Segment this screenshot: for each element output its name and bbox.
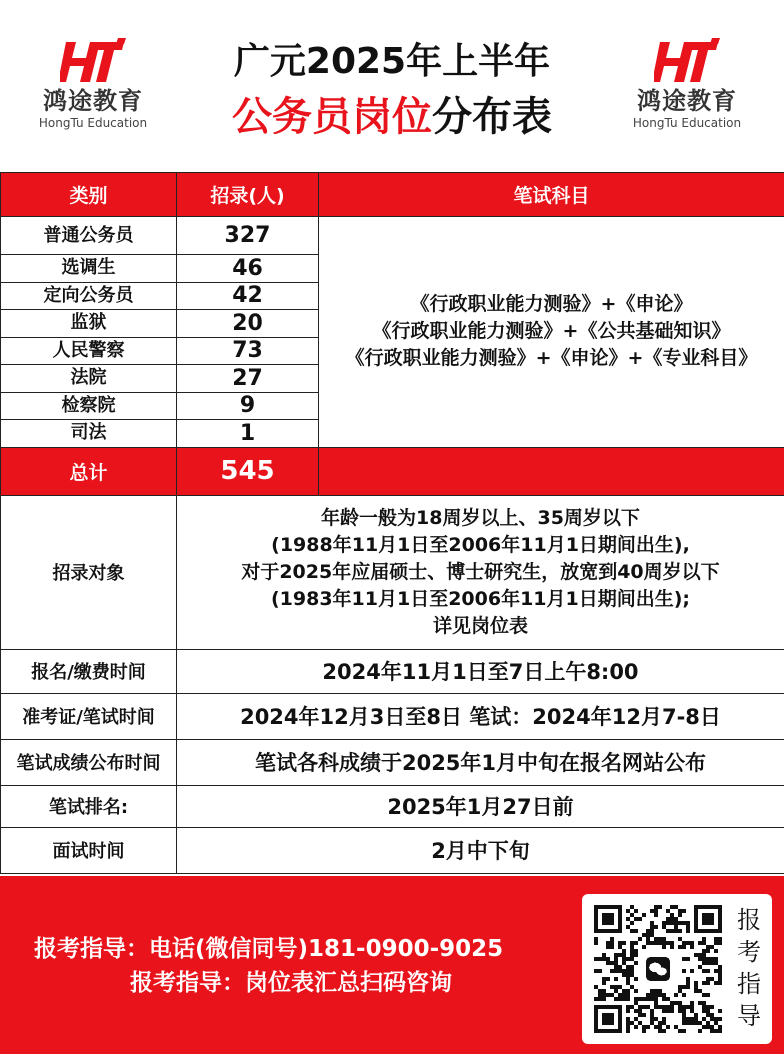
header-subjects: 笔试科目 bbox=[319, 173, 784, 217]
total-row bbox=[1, 447, 784, 495]
info-row-exam-time bbox=[1, 693, 784, 739]
target-line: (1988年11月1日至2006年11月1日期间出生), bbox=[271, 533, 690, 556]
logo-right-cn: 鸿途教育 bbox=[637, 87, 737, 115]
page-title-line2 bbox=[190, 92, 594, 142]
info-value: 2025年1月27日前 bbox=[177, 785, 784, 827]
target-line: 年龄一般为18周岁以上、35周岁以下 bbox=[321, 506, 640, 529]
info-value: 笔试各科成绩于2025年1月中旬在报名网站公布 bbox=[177, 739, 784, 785]
logo-right-en: HongTu Education bbox=[632, 116, 742, 130]
category-count: 27 bbox=[177, 365, 319, 393]
footer-banner bbox=[0, 876, 784, 1054]
logo-left bbox=[18, 38, 168, 130]
category-name: 选调生 bbox=[1, 255, 177, 283]
info-row-ranking bbox=[1, 785, 784, 827]
exam-subjects bbox=[319, 217, 784, 448]
table-row bbox=[1, 217, 784, 255]
qr-card bbox=[582, 894, 772, 1044]
target-row bbox=[1, 495, 784, 649]
category-name: 普通公务员 bbox=[1, 217, 177, 255]
category-name: 监狱 bbox=[1, 310, 177, 338]
target-description bbox=[177, 495, 784, 649]
category-count: 1 bbox=[177, 420, 319, 448]
category-count: 73 bbox=[177, 337, 319, 365]
qr-code-icon[interactable] bbox=[590, 901, 726, 1037]
category-name: 检察院 bbox=[1, 392, 177, 420]
category-count: 42 bbox=[177, 282, 319, 310]
qr-caption-char: 导 bbox=[737, 1002, 761, 1030]
category-count: 327 bbox=[177, 217, 319, 255]
title-red-part: 公务员岗位 bbox=[232, 94, 432, 140]
logo-left-en: HongTu Education bbox=[38, 116, 148, 130]
info-label: 笔试排名: bbox=[1, 785, 177, 827]
subject-line: 《行政职业能力测验》+《申论》 bbox=[410, 293, 693, 316]
info-label: 报名/缴费时间 bbox=[1, 649, 177, 693]
info-row-score-release bbox=[1, 739, 784, 785]
info-value: 2024年11月1日至7日上午8:00 bbox=[177, 649, 784, 693]
position-distribution-table bbox=[0, 172, 784, 874]
target-line: (1983年11月1日至2006年11月1日期间出生); bbox=[270, 587, 691, 610]
page-header bbox=[0, 0, 784, 172]
page-title-line1: 广元2025年上半年 bbox=[233, 41, 551, 82]
guide-scan: 报考指导：岗位表汇总扫码咨询 bbox=[130, 970, 452, 996]
title-black-part: 分布表 bbox=[432, 94, 552, 140]
subject-line: 《行政职业能力测验》+《申论》+《专业科目》 bbox=[345, 347, 758, 370]
hongtu-logo-icon bbox=[60, 38, 126, 84]
header-count: 招录(人) bbox=[177, 173, 319, 217]
category-count: 46 bbox=[177, 255, 319, 283]
category-name: 司法 bbox=[1, 420, 177, 448]
category-count: 20 bbox=[177, 310, 319, 338]
qr-caption bbox=[732, 904, 766, 1032]
header-category: 类别 bbox=[1, 173, 177, 217]
qr-caption-char: 报 bbox=[737, 906, 761, 934]
info-row-interview bbox=[1, 827, 784, 873]
target-line: 详见岗位表 bbox=[432, 614, 528, 637]
info-value: 2024年12月3日至8日 笔试：2024年12月7-8日 bbox=[177, 693, 784, 739]
qr-caption-char: 指 bbox=[737, 970, 761, 998]
info-value: 2月中下旬 bbox=[177, 827, 784, 873]
category-count: 9 bbox=[177, 392, 319, 420]
logo-right bbox=[612, 38, 762, 130]
info-label: 笔试成绩公布时间 bbox=[1, 739, 177, 785]
qr-caption-char: 考 bbox=[737, 938, 761, 966]
total-value: 545 bbox=[177, 447, 319, 495]
subject-line: 《行政职业能力测验》+《公共基础知识》 bbox=[372, 320, 731, 343]
logo-left-cn: 鸿途教育 bbox=[43, 87, 143, 115]
table-header-row bbox=[1, 173, 784, 217]
info-label: 面试时间 bbox=[1, 827, 177, 873]
info-row-registration bbox=[1, 649, 784, 693]
total-empty-cell bbox=[319, 447, 784, 495]
total-label: 总计 bbox=[1, 447, 177, 495]
category-name: 法院 bbox=[1, 365, 177, 393]
target-label: 招录对象 bbox=[1, 495, 177, 649]
info-label: 准考证/笔试时间 bbox=[1, 693, 177, 739]
category-name: 定向公务员 bbox=[1, 282, 177, 310]
target-line: 对于2025年应届硕士、博士研究生，放宽到40周岁以下 bbox=[241, 560, 720, 583]
category-name: 人民警察 bbox=[1, 337, 177, 365]
hongtu-logo-icon bbox=[654, 38, 720, 84]
guide-phone: 报考指导：电话(微信同号)181-0900-9025 bbox=[34, 936, 504, 962]
